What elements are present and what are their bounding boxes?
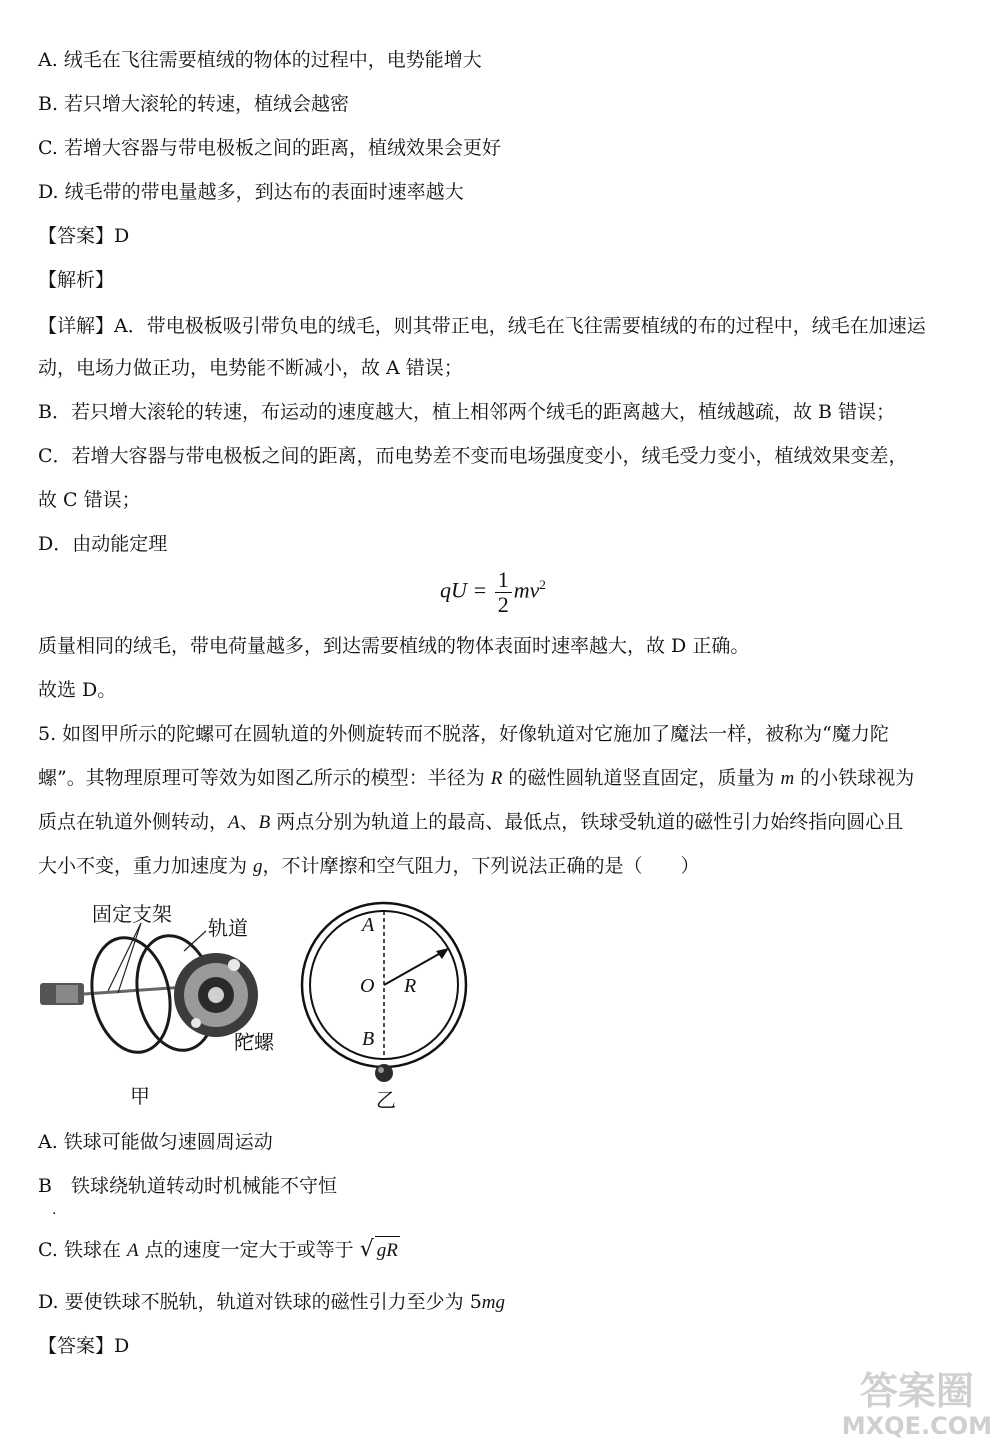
q5-stem-line: 质点在轨道外侧转动，A、B 两点分别为轨道上的最高、最低点，铁球受轨道的磁性引力始终指向圆心且 <box>38 811 904 833</box>
q5-option-c: C. 铁球在 A 点的速度一定大于或等于 √ gR <box>38 1236 400 1265</box>
figure-yi <box>296 895 476 1115</box>
q5-option-a: A. 铁球可能做匀速圆周运动 <box>38 1131 273 1153</box>
option-c: C. 若增大容器与带电极板之间的距离，植绒效果会更好 <box>38 137 501 159</box>
detail-line: 故 C 错误； <box>38 489 141 511</box>
detail-line: D．由动能定理 <box>38 533 168 555</box>
equation-exponent: 2 <box>539 577 546 593</box>
q5-answer-label: 【答案】D <box>38 1335 130 1357</box>
point-a-label: A <box>362 914 375 936</box>
detail-line: 【详解】A．带电极板吸引带负电的绒毛，则其带正电，绒毛在飞往需要植绒的布的过程中，绒毛在加速运 <box>38 315 926 337</box>
q5-stem-line: 大小不变，重力加速度为 g，不计摩擦和空气阻力，下列说法正确的是（ ） <box>38 855 700 877</box>
choice-line: 故选 D。 <box>38 679 117 701</box>
caption-jia: 甲 <box>130 1086 150 1108</box>
equation-fraction <box>495 568 512 617</box>
q5-option-b: B 铁球绕轨道转动时机械能不守恒 <box>38 1175 337 1197</box>
option-b: B. 若只增大滚轮的转速，植绒会越密 <box>38 93 350 115</box>
option-a: A. 绒毛在飞往需要植绒的物体的过程中，电势能增大 <box>38 49 482 71</box>
label-track: 轨道 <box>208 918 248 940</box>
point-b-label: B <box>362 1028 375 1050</box>
center-o-label: O <box>360 975 375 997</box>
radius-r-label: R <box>404 975 417 997</box>
q5-stem-line: 5. 如图甲所示的陀螺可在圆轨道的外侧旋转而不脱落，好像轨道对它施加了魔法一样，被称为“魔力陀 <box>38 723 889 745</box>
fraction-numerator: 1 <box>495 568 512 593</box>
option-b-dot: . <box>52 1202 57 1218</box>
detail-line: B．若只增大滚轮的转速，布运动的速度越大，植上相邻两个绒毛的距离越大，植绒越疏，故 B 错误； <box>38 401 896 423</box>
option-d: D. 绒毛带的带电量越多，到达布的表面时速率越大 <box>38 181 464 203</box>
watermark <box>842 1369 992 1439</box>
watermark-title: 答案圈 <box>859 1369 974 1413</box>
arrowhead-icon <box>436 948 449 959</box>
ring-left <box>82 930 180 1059</box>
analysis-label: 【解析】 <box>38 269 115 291</box>
fraction-denominator: 2 <box>497 592 509 617</box>
caption-yi: 乙 <box>376 1090 396 1112</box>
detail-line: C．若增大容器与带电极板之间的距离，而电势差不变而电场强度变小，绒毛受力变小，植绒效果变差， <box>38 445 908 467</box>
answer-label: 【答案】D <box>38 225 130 247</box>
iron-ball <box>375 1064 393 1082</box>
detail-line: 动，电场力做正功，电势能不断减小，故 A 错误； <box>38 357 463 379</box>
q5-option-d: D. 要使铁球不脱轨，轨道对铁球的磁性引力至少为 5mg <box>38 1291 506 1313</box>
sqrt-expression: gR <box>375 1236 400 1265</box>
figure-jia <box>36 895 316 1115</box>
label-gyroscope: 陀螺 <box>234 1032 274 1054</box>
kinetic-energy-equation <box>440 568 546 617</box>
q5-stem-line: 螺”。其物理原理可等效为如图乙所示的模型：半径为 R 的磁性圆轨道竖直固定，质量为 m 的小铁球视为 <box>38 767 915 789</box>
conclusion-line: 质量相同的绒毛，带电荷量越多，到达需要植绒的物体表面时速率越大，故 D 正确。 <box>38 635 750 657</box>
watermark-url: MXQE.COM <box>841 1412 992 1440</box>
equation-rhs: mv <box>513 577 540 603</box>
label-support: 固定支架 <box>92 904 172 926</box>
equation-lhs: qU = <box>440 577 488 603</box>
